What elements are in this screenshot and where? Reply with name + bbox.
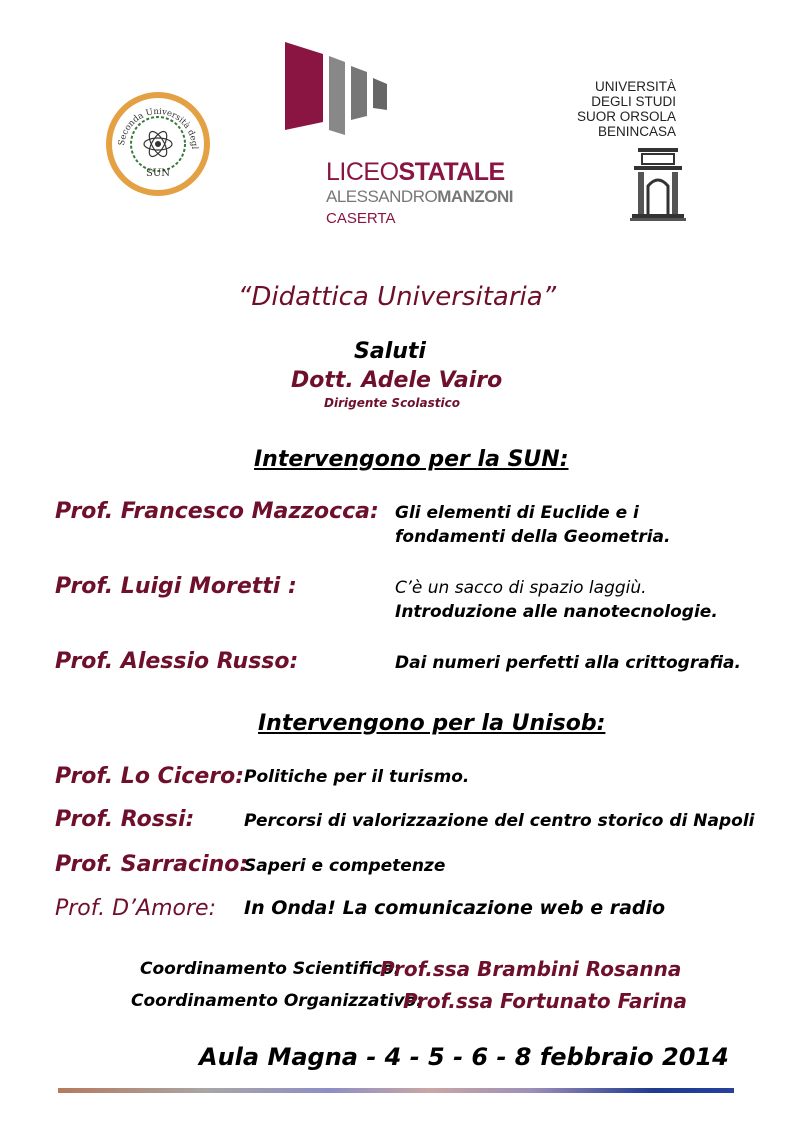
topic-mazzocca: Gli elementi di Euclide e i fondamenti della Geometria. — [395, 503, 671, 547]
speaker-russo: Prof. Alessio Russo: — [55, 649, 299, 674]
topic-d-amore: In Onda! La comunicazione web e radio — [244, 897, 666, 919]
decorative-rule — [58, 1088, 734, 1093]
greetings-speaker: Dott. Adele Vairo — [291, 368, 503, 393]
organizational-coordination-label: Coordinamento Organizzativo: — [131, 991, 424, 1011]
topic-moretti: C’è un sacco di spazio laggiù. Introduzione alle nanotecnologie. — [395, 578, 718, 622]
liceo-city: CASERTA — [326, 210, 396, 227]
svg-text:Seconda Università degli Studi: Seconda Università degl — [117, 106, 200, 150]
unisob-building-icon — [630, 146, 686, 226]
scientific-coordinator: Prof.ssa Brambini Rosanna — [380, 957, 682, 981]
speaker-mazzocca: Prof. Francesco Mazzocca: — [55, 499, 379, 524]
greetings-role: Dirigente Scolastico — [324, 396, 460, 410]
event-title: “Didattica Universitaria” — [237, 282, 557, 312]
svg-text:SUN: SUN — [145, 168, 171, 179]
topic-rossi: Percorsi di valorizzazione del centro storico di Napoli — [244, 811, 755, 831]
event-venue-dates: Aula Magna - 4 - 5 - 6 - 8 febbraio 2014 — [199, 1043, 729, 1071]
speaker-sarracino: Prof. Sarracino: — [55, 852, 249, 877]
liceo-subtitle: ALESSANDROMANZONI — [326, 187, 514, 206]
liceo-name: LICEOSTATALE — [326, 158, 505, 186]
topic-lo-cicero: Politiche per il turismo. — [244, 767, 470, 787]
topic-sarracino: Saperi e competenze — [244, 856, 446, 876]
organizational-coordinator: Prof.ssa Fortunato Farina — [403, 989, 687, 1013]
scientific-coordination-label: Coordinamento Scientifico: — [140, 959, 401, 979]
sun-section-heading: Intervengono per la SUN: — [254, 447, 569, 472]
greetings-label: Saluti — [354, 339, 426, 364]
speaker-rossi: Prof. Rossi: — [55, 807, 195, 832]
speaker-d-amore: Prof. D’Amore: — [55, 896, 216, 921]
sun-seal-logo — [104, 90, 212, 198]
topic-russo: Dai numeri perfetti alla crittografia. — [395, 653, 741, 673]
unisob-logo-text: UNIVERSITÀ DEGLI STUDI SUOR ORSOLA BENINCASA — [576, 79, 676, 139]
unisob-section-heading: Intervengono per la Unisob: — [258, 711, 606, 736]
speaker-moretti: Prof. Luigi Moretti : — [55, 574, 297, 599]
speaker-lo-cicero: Prof. Lo Cicero: — [55, 764, 244, 789]
